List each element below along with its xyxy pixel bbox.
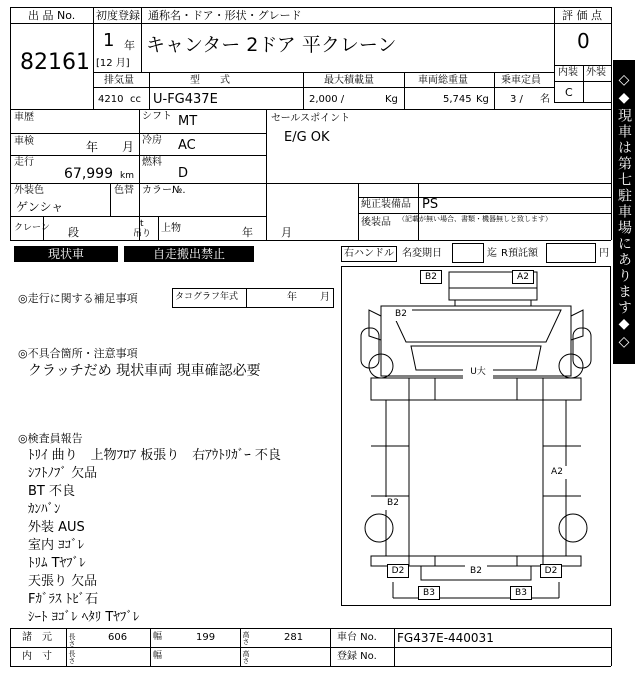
max-load-unit: Kg [385, 94, 398, 105]
mark-bottom-right: B3 [510, 586, 532, 600]
mark-top-left: B2 [420, 270, 442, 284]
name-change-label: 名変期日 [402, 248, 442, 259]
mileage-unit: km [120, 171, 134, 181]
inspector-line: BT 不良 [28, 484, 75, 499]
mark-rear-left: D2 [387, 564, 409, 578]
name-change-field [452, 243, 484, 263]
rule [494, 72, 495, 109]
model: U-FG437E [153, 92, 218, 107]
max-load-label: 最大積載量 [324, 75, 374, 86]
rule [404, 72, 405, 109]
displacement-unit: cc [130, 94, 141, 105]
rule [10, 23, 93, 24]
gross-weight-label: 車両総重量 [418, 75, 468, 86]
mark-bed-left: B2 [382, 497, 404, 510]
defects-text: クラッチだめ 現状車両 現車確認必要 [28, 363, 261, 379]
chassis: FG437E-440031 [397, 631, 494, 645]
rule [10, 666, 611, 667]
displacement-label: 排気量 [104, 75, 134, 86]
rule [93, 7, 94, 109]
gross-weight-unit: Kg [476, 94, 489, 105]
rule [10, 109, 11, 240]
inspector-line: ｼｰﾄ ﾖｺﾞﾚ ﾍﾀﾘ Tﾔﾌﾞﾚ [28, 610, 140, 625]
rule [10, 628, 11, 666]
lot-no-label: 出 品 No. [28, 9, 76, 22]
color-no-label: カラー№. [142, 185, 186, 196]
rule [240, 628, 241, 666]
rule [93, 72, 554, 73]
rule [611, 628, 612, 666]
upper-month-unit: 月 [281, 226, 292, 239]
rule [358, 213, 611, 214]
inspection-label: 車検 [14, 136, 34, 147]
rule [358, 183, 359, 240]
rule [10, 183, 611, 184]
history-label: 車歴 [14, 112, 34, 123]
rule [554, 7, 555, 102]
first-reg-year: 1 [103, 30, 115, 51]
reg-label: 登録 No. [337, 651, 377, 662]
inspector-line: 外装 AUS [28, 520, 85, 535]
crane-hang-label: 吊り [133, 229, 152, 239]
mark-top-right: A2 [512, 270, 534, 284]
model-label: 型 式 [190, 75, 230, 86]
interior-label: 内装 [558, 67, 578, 78]
chassis-label: 車台 No. [337, 632, 377, 643]
rule [246, 288, 247, 308]
mark-cab-left: B2 [390, 308, 412, 321]
crane-stage-unit: 段 [68, 226, 79, 239]
rule [93, 23, 554, 24]
inspector-line: 天張り 欠品 [28, 574, 98, 589]
rating-value: 0 [577, 29, 590, 53]
crane-label: クレーン [14, 223, 50, 233]
truck-diagram [341, 266, 611, 606]
first-reg-label: 初度登録 [96, 9, 140, 22]
tachograph-year-unit: 年 [287, 292, 297, 303]
mark-rear-center: B2 [465, 565, 487, 578]
name-label: 通称名・ドア・形状・グレード [148, 9, 302, 22]
inspector-line: ﾄﾘﾑ Tﾔﾌﾞﾚ [28, 556, 86, 571]
rule [358, 197, 611, 198]
aftermarket-label: 後装品 [361, 217, 391, 228]
interior-grade: C [565, 86, 573, 99]
mark-bed-right: A2 [546, 466, 568, 479]
gross-weight: 5,745 [443, 94, 472, 105]
rule [110, 183, 111, 216]
first-reg-month: [12 月] [96, 58, 130, 69]
rule [149, 72, 150, 109]
as-is-banner: 現状車 [14, 246, 118, 262]
rule [10, 240, 611, 241]
sales-point-label: セールスポイント [271, 113, 351, 124]
rule [554, 102, 611, 103]
mileage: 67,999 [64, 166, 113, 182]
fuel-label: 燃料 [142, 157, 162, 168]
inspection-month-unit: 月 [122, 140, 135, 154]
displacement: 4210 [98, 94, 124, 105]
inner-width-label: 幅 [153, 651, 163, 661]
rule [158, 216, 159, 240]
mark-cab-center: U大 [463, 366, 493, 379]
dims-label: 諸 元 [22, 632, 52, 643]
capacity-unit: 名 [540, 94, 550, 105]
rule [10, 133, 266, 134]
self-drive-banner: 自走搬出禁止 [124, 246, 254, 262]
width: 199 [196, 632, 216, 643]
rule [141, 7, 142, 72]
upper-year-unit: 年 [242, 226, 253, 239]
ac: AC [178, 138, 196, 153]
inner-length-label: 長さ [68, 650, 76, 664]
car-name: キャンター 2ドア 平クレーン [146, 34, 397, 56]
inspector-line: 室内 ﾖｺﾞﾚ [28, 538, 85, 553]
capacity-label: 乗車定員 [501, 75, 541, 86]
rule [10, 647, 611, 648]
genuine-label: 純正装備品 [361, 199, 411, 210]
exterior-label: 外装 [586, 67, 606, 78]
upper-label: 上物 [161, 223, 181, 234]
rule [10, 216, 266, 217]
capacity: 3 / [510, 94, 523, 105]
mileage-label: 走行 [14, 157, 34, 168]
color-sub-label: 色替 [114, 185, 134, 196]
tachograph-label: タコグラフ年式 [175, 292, 239, 302]
defects-title: ◎不具合箇所・注意事項 [18, 347, 138, 360]
r-deposit-field [546, 243, 596, 263]
mark-bottom-left: B3 [418, 586, 440, 600]
rule [418, 183, 419, 240]
rule [303, 72, 304, 109]
rule [10, 7, 11, 109]
inspector-line: ｶﾝﾊﾞﾝ [28, 502, 61, 517]
rule [611, 7, 612, 109]
mark-rear-right: D2 [540, 564, 562, 578]
right-hand-label: 右ハンドル [344, 248, 394, 259]
genuine: PS [422, 197, 439, 212]
ac-label: 冷房 [142, 135, 162, 146]
inspection-year-unit: 年 [86, 140, 99, 154]
rule [10, 109, 611, 110]
rule [611, 109, 612, 240]
rule [394, 628, 395, 666]
rule [266, 109, 267, 240]
inner-label: 内 寸 [22, 651, 52, 662]
length: 606 [108, 632, 128, 643]
color-label: 外装色 [14, 185, 44, 196]
rule [330, 628, 331, 666]
rule [10, 628, 611, 629]
tachograph-month-unit: 月 [320, 292, 330, 303]
crane-ton-label: t [140, 219, 144, 229]
yen-label: 円 [599, 248, 609, 259]
height: 281 [284, 632, 304, 643]
rule [150, 628, 151, 666]
fuel: D [178, 166, 189, 181]
until-label: 迄 [487, 248, 497, 259]
rule [583, 65, 584, 102]
inspector-line: ｼﾌﾄﾉﾌﾞ 欠品 [28, 466, 98, 481]
inner-height-label: 高さ [242, 650, 250, 664]
aftermarket-note: （記載が無い場合、書類・機器無しと致します） [398, 215, 552, 223]
supplement-title: ◎走行に関する補足事項 [18, 292, 138, 305]
r-deposit-label: R預託額 [501, 248, 538, 259]
shift: MT [178, 114, 198, 129]
year-unit: 年 [124, 39, 135, 52]
color: ゲンシャ [16, 200, 64, 214]
shift-label: シフト [142, 111, 172, 122]
rule [66, 628, 67, 666]
lot-no: 82161 [20, 50, 90, 75]
lot-location-notice: ◇◆現車は第七駐車場にあります◆◇ [613, 60, 635, 364]
width-label: 幅 [153, 632, 163, 642]
rating-label: 評 価 点 [562, 9, 602, 22]
rule [10, 7, 611, 8]
inspector-title: ◎検査員報告 [18, 432, 83, 445]
max-load: 2,000 / [309, 94, 345, 105]
inspector-line: Fｶﾞﾗｽ ﾄﾋﾞ石 [28, 592, 99, 607]
height-label: 高さ [242, 631, 250, 645]
rule [10, 155, 266, 156]
rule [93, 87, 554, 88]
rule [554, 23, 611, 24]
inspector-line: ﾄﾘｲ 曲り 上物ﾌﾛｱ 板張り 右ｱｳﾄﾘｶﾞｰ 不良 [28, 448, 281, 463]
length-label: 長さ [68, 633, 76, 647]
sales-point: E/G OK [284, 130, 330, 145]
